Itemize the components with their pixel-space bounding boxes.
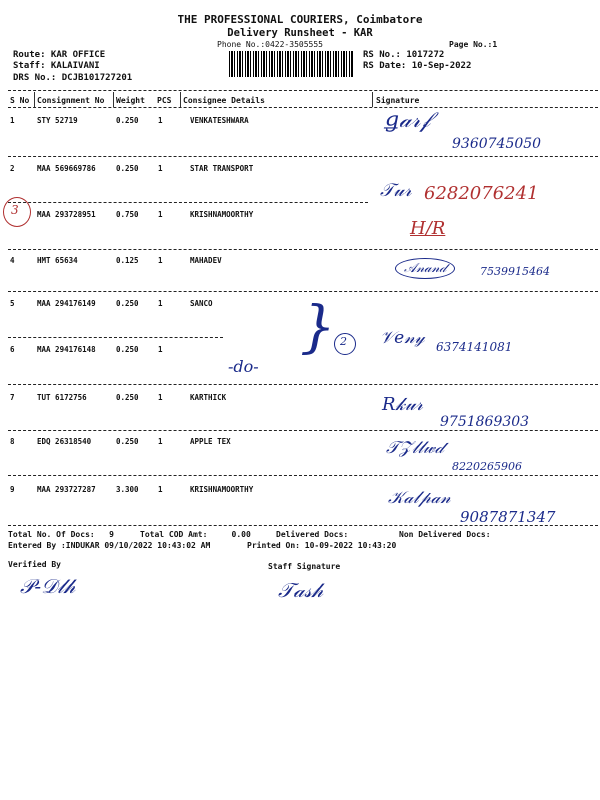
row-7-phone: 9751869303 [440, 414, 530, 430]
col-pcs: PCS [157, 96, 172, 105]
row-2-sno: 2 [10, 164, 15, 173]
row-1-weight: 0.250 [116, 116, 139, 125]
row-6-signature: 𝒱𝑒𝓃𝓎 [380, 328, 425, 348]
printed-on: Printed On: 10-09-2022 10:43:20 [247, 541, 397, 550]
row-4-pcs: 1 [158, 256, 163, 265]
row-3-consignment: MAA 293728951 [37, 210, 96, 219]
row-2-phone: 6282076241 [424, 183, 539, 204]
row-2-pcs: 1 [158, 164, 163, 173]
row-separator [8, 291, 598, 292]
row-9-phone: 9087871347 [460, 508, 556, 526]
page-number: Page No.:1 [449, 40, 498, 49]
row-separator [8, 202, 368, 203]
row-6-phone: 6374141081 [436, 340, 513, 354]
document-subtitle: Delivery Runsheet - KAR [227, 27, 373, 39]
row-1-pcs: 1 [158, 116, 163, 125]
staff-signature: 𝒯𝒶𝓈𝒽 [278, 578, 324, 602]
row-3-mark-number: 3 [11, 203, 19, 217]
phone-number: Phone No.:0422-3505555 [217, 40, 323, 49]
row-separator [8, 384, 598, 385]
row-separator [8, 337, 223, 338]
row-9-consignment: MAA 293727287 [37, 485, 96, 494]
total-docs: Total No. Of Docs: 9 [8, 530, 114, 539]
row-4-phone: 7539915464 [480, 265, 550, 278]
row-7-pcs: 1 [158, 393, 163, 402]
entered-by: Entered By :INDUKAR 09/10/2022 10:43:02 AM [8, 541, 211, 550]
row-5-consignee: SANCO [190, 299, 213, 308]
row-7-sno: 7 [10, 393, 15, 402]
row-8-phone: 8220265906 [452, 460, 522, 473]
row-8-consignee: APPLE TEX [190, 437, 231, 446]
col-divider [180, 92, 181, 107]
row-1-consignment: STY 52719 [37, 116, 78, 125]
ditto-count: 2 [340, 335, 347, 348]
rs-date: RS Date: 10-Sep-2022 [363, 61, 472, 71]
row-4-consignment: HMT 65634 [37, 256, 78, 265]
col-divider [372, 92, 373, 107]
row-2-consignment: MAA 569669786 [37, 164, 96, 173]
route-label: Route: KAR OFFICE [13, 50, 106, 60]
row-9-consignee: KRISHNAMOORTHY [190, 485, 254, 494]
rs-number: RS No.: 1017272 [363, 50, 445, 60]
ditto-mark: -do- [228, 357, 259, 376]
row-6-pcs: 1 [158, 345, 163, 354]
row-6-weight: 0.250 [116, 345, 139, 354]
row-4-signature: 𝒜𝓃𝒶𝓃𝒹 [395, 258, 455, 279]
barcode [229, 51, 354, 77]
staff-label: Staff: KALAIVANI [13, 61, 100, 71]
row-4-consignee: MAHADEV [190, 256, 222, 265]
row-2-weight: 0.250 [116, 164, 139, 173]
non-delivered-docs: Non Delivered Docs: [399, 530, 491, 539]
row-5-consignment: MAA 294176149 [37, 299, 96, 308]
col-weight: Weight [116, 96, 145, 105]
row-6-consignment: MAA 294176148 [37, 345, 96, 354]
row-8-consignment: EDQ 26318540 [37, 437, 92, 446]
document-title: THE PROFESSIONAL COURIERS, Coimbatore [177, 13, 423, 26]
col-signature: Signature [376, 96, 420, 105]
row-3-weight: 0.750 [116, 210, 139, 219]
row-9-pcs: 1 [158, 485, 163, 494]
row-2-signature: 𝒯𝓊𝓇 [380, 180, 412, 201]
col-sno: S No [10, 96, 30, 105]
row-4-weight: 0.125 [116, 256, 139, 265]
row-separator [8, 156, 598, 157]
row-8-signature: 𝒯𝒵𝓁𝓁𝓌𝒹 [386, 438, 444, 458]
row-9-weight: 3.300 [116, 485, 139, 494]
table-bottom-rule [8, 525, 598, 526]
brace-mark: } [300, 295, 336, 360]
col-consignee: Consignee Details [183, 96, 265, 105]
drs-number: DRS No.: DCJB101727201 [13, 73, 133, 83]
row-separator [8, 430, 598, 431]
row-5-sno: 5 [10, 299, 15, 308]
verified-by-signature: 𝒫-𝒟𝓁𝒽 [20, 574, 76, 598]
row-8-pcs: 1 [158, 437, 163, 446]
row-2-consignee: STAR TRANSPORT [190, 164, 254, 173]
row-7-signature: 𝑅𝓀𝓊𝓇 [382, 394, 423, 415]
verified-by-label: Verified By [8, 560, 61, 569]
row-7-weight: 0.250 [116, 393, 139, 402]
row-5-weight: 0.250 [116, 299, 139, 308]
row-2-note: H/R [410, 218, 446, 239]
col-divider [34, 92, 35, 107]
row-1-consignee: VENKATESHWARA [190, 116, 249, 125]
row-8-weight: 0.250 [116, 437, 139, 446]
header-bottom-rule [8, 107, 598, 108]
row-separator [8, 475, 598, 476]
delivered-docs: Delivered Docs: [276, 530, 349, 539]
row-3-consignee: KRISHNAMOORTHY [190, 210, 254, 219]
row-8-sno: 8 [10, 437, 15, 446]
row-1-signature: ǥ𝒶𝓇𝒻 [385, 108, 431, 133]
col-consignment: Consignment No [37, 96, 105, 105]
row-5-pcs: 1 [158, 299, 163, 308]
header-top-rule [8, 90, 598, 91]
col-divider [113, 92, 114, 107]
row-9-sno: 9 [10, 485, 15, 494]
row-4-sno: 4 [10, 256, 15, 265]
row-9-signature: 𝒦𝒶𝓁𝓅𝒶𝓃 [388, 488, 451, 508]
row-1-phone: 9360745050 [452, 136, 542, 152]
total-cod: Total COD Amt: 0.00 [140, 530, 251, 539]
staff-signature-label: Staff Signature [268, 562, 341, 571]
row-1-sno: 1 [10, 116, 15, 125]
row-7-consignee: KARTHICK [190, 393, 227, 402]
row-separator [8, 249, 598, 250]
row-3-pcs: 1 [158, 210, 163, 219]
row-7-consignment: TUT 6172756 [37, 393, 87, 402]
row-6-sno: 6 [10, 345, 15, 354]
